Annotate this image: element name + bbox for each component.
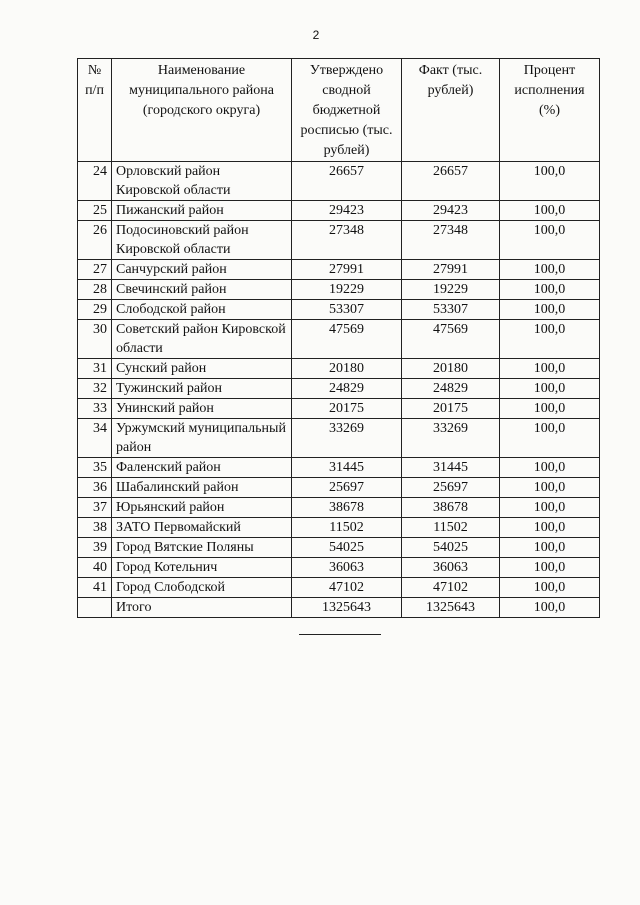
cell-approved-budget: 27348 [292,221,402,260]
total-cell-execution-percent: 100,0 [500,598,600,618]
cell-number: 39 [78,538,112,558]
cell-actual: 20175 [402,399,500,419]
cell-actual: 31445 [402,458,500,478]
cell-execution-percent: 100,0 [500,300,600,320]
cell-execution-percent: 100,0 [500,280,600,300]
cell-district-name: Юрьянский район [112,498,292,518]
cell-actual: 29423 [402,201,500,221]
cell-actual: 24829 [402,379,500,399]
cell-execution-percent: 100,0 [500,320,600,359]
cell-district-name: Санчурский район [112,260,292,280]
table-row [78,201,600,221]
header-district-name: Наименование муниципального района (городского округа) [112,59,292,162]
cell-number: 38 [78,518,112,538]
total-cell-number [78,598,112,618]
table-row [78,498,600,518]
cell-approved-budget: 11502 [292,518,402,538]
table-row [78,538,600,558]
cell-actual: 47102 [402,578,500,598]
cell-district-name: Шабалинский район [112,478,292,498]
cell-district-name: Советский район Кировской области [112,320,292,359]
header-execution-percent: Процент исполнения (%) [500,59,600,162]
page-number: 2 [312,28,320,42]
cell-actual: 20180 [402,359,500,379]
closing-separator-line [299,634,381,635]
cell-district-name: Слободской район [112,300,292,320]
cell-district-name: Уржумский муниципальный район [112,419,292,458]
table-row [78,300,600,320]
cell-district-name: Сунский район [112,359,292,379]
cell-number: 36 [78,478,112,498]
cell-execution-percent: 100,0 [500,162,600,201]
cell-approved-budget: 19229 [292,280,402,300]
cell-district-name: Орловский район Кировской области [112,162,292,201]
table-row [78,379,600,399]
cell-execution-percent: 100,0 [500,538,600,558]
table-row [78,359,600,379]
header-number: № п/п [78,59,112,162]
cell-actual: 53307 [402,300,500,320]
cell-actual: 27348 [402,221,500,260]
cell-district-name: Фаленский район [112,458,292,478]
cell-approved-budget: 53307 [292,300,402,320]
cell-district-name: Подосиновский район Кировской области [112,221,292,260]
cell-number: 31 [78,359,112,379]
cell-district-name: Унинский район [112,399,292,419]
cell-approved-budget: 38678 [292,498,402,518]
cell-approved-budget: 24829 [292,379,402,399]
cell-execution-percent: 100,0 [500,458,600,478]
cell-approved-budget: 27991 [292,260,402,280]
cell-actual: 25697 [402,478,500,498]
table-row [78,221,600,260]
cell-execution-percent: 100,0 [500,260,600,280]
header-approved-budget: Утверждено сводной бюджетной росписью (тыс. рублей) [292,59,402,162]
cell-district-name: Тужинский район [112,379,292,399]
cell-number: 34 [78,419,112,458]
cell-district-name: Город Вятские Поляны [112,538,292,558]
table-row [78,399,600,419]
table-body [78,162,600,618]
cell-execution-percent: 100,0 [500,498,600,518]
cell-execution-percent: 100,0 [500,201,600,221]
table-header-row [78,59,600,162]
table-row [78,162,600,201]
cell-number: 25 [78,201,112,221]
table-row [78,478,600,498]
cell-actual: 27991 [402,260,500,280]
cell-actual: 54025 [402,538,500,558]
table-total-row [78,598,600,618]
cell-number: 26 [78,221,112,260]
cell-district-name: Город Котельнич [112,558,292,578]
cell-number: 41 [78,578,112,598]
cell-actual: 33269 [402,419,500,458]
cell-approved-budget: 20175 [292,399,402,419]
cell-execution-percent: 100,0 [500,221,600,260]
cell-approved-budget: 47569 [292,320,402,359]
cell-number: 35 [78,458,112,478]
table-row [78,260,600,280]
cell-execution-percent: 100,0 [500,399,600,419]
cell-number: 37 [78,498,112,518]
cell-number: 27 [78,260,112,280]
cell-approved-budget: 31445 [292,458,402,478]
cell-execution-percent: 100,0 [500,558,600,578]
cell-actual: 19229 [402,280,500,300]
cell-execution-percent: 100,0 [500,379,600,399]
table-row [78,419,600,458]
table-row [78,280,600,300]
cell-approved-budget: 47102 [292,578,402,598]
cell-approved-budget: 33269 [292,419,402,458]
cell-approved-budget: 26657 [292,162,402,201]
table-row [78,458,600,478]
cell-number: 30 [78,320,112,359]
cell-approved-budget: 29423 [292,201,402,221]
total-cell-actual: 1325643 [402,598,500,618]
cell-execution-percent: 100,0 [500,478,600,498]
cell-number: 32 [78,379,112,399]
cell-approved-budget: 25697 [292,478,402,498]
cell-execution-percent: 100,0 [500,359,600,379]
cell-number: 24 [78,162,112,201]
cell-number: 29 [78,300,112,320]
cell-actual: 26657 [402,162,500,201]
total-cell-approved-budget: 1325643 [292,598,402,618]
budget-execution-table [77,58,600,618]
cell-actual: 38678 [402,498,500,518]
cell-execution-percent: 100,0 [500,419,600,458]
cell-actual: 36063 [402,558,500,578]
cell-number: 33 [78,399,112,419]
cell-number: 40 [78,558,112,578]
cell-actual: 47569 [402,320,500,359]
table-row [78,558,600,578]
cell-number: 28 [78,280,112,300]
cell-approved-budget: 54025 [292,538,402,558]
table-row [78,320,600,359]
table-row [78,578,600,598]
cell-district-name: Город Слободской [112,578,292,598]
table-row [78,518,600,538]
cell-execution-percent: 100,0 [500,518,600,538]
cell-approved-budget: 36063 [292,558,402,578]
total-cell-district-name: Итого [112,598,292,618]
cell-approved-budget: 20180 [292,359,402,379]
cell-actual: 11502 [402,518,500,538]
cell-district-name: Пижанский район [112,201,292,221]
header-actual: Факт (тыс. рублей) [402,59,500,162]
cell-district-name: Свечинский район [112,280,292,300]
cell-district-name: ЗАТО Первомайский [112,518,292,538]
cell-execution-percent: 100,0 [500,578,600,598]
